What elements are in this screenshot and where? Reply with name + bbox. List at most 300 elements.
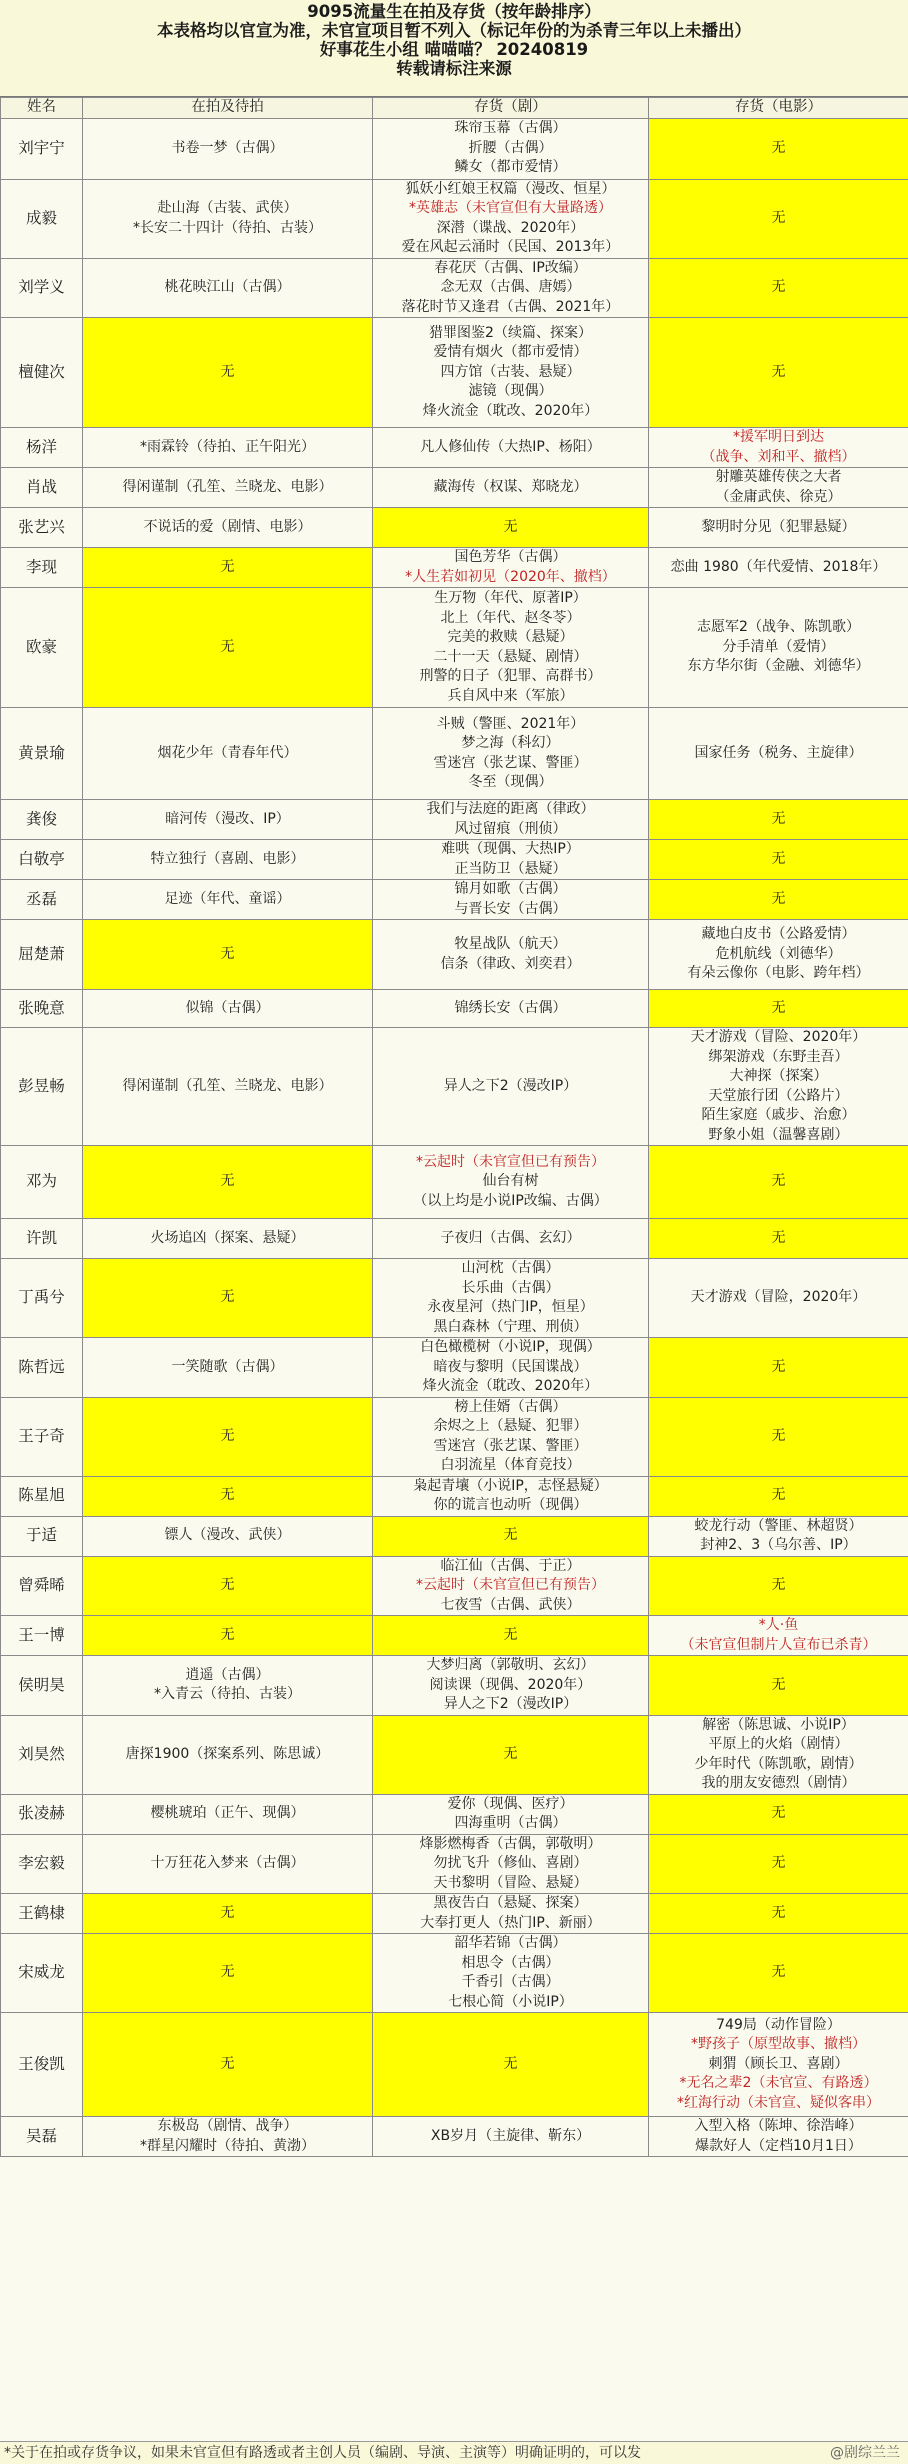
- entry-line: 东极岛（剧情、战争）: [157, 2118, 298, 2134]
- empty-cell: 无: [83, 1556, 373, 1616]
- table-row: [1, 1616, 908, 1656]
- empty-cell: 无: [649, 318, 908, 428]
- actor-name: 张艺兴: [1, 508, 83, 548]
- drama-cell: [373, 468, 649, 508]
- entry-line: 难哄（现偶、大热IP）: [441, 841, 580, 857]
- actor-name: 曾舜晞: [1, 1556, 83, 1616]
- entry-line: 黎明时分见（犯罪悬疑）: [701, 518, 856, 535]
- entry-line: 刺猬（顾长卫、喜剧）: [708, 2055, 849, 2072]
- entry-line: 相思令（古偶）: [461, 1954, 560, 1971]
- empty-cell: 无: [373, 1715, 649, 1794]
- entry-line: *英雄志（未官宣但有大量路透）: [409, 200, 612, 216]
- header: [0, 0, 908, 97]
- drama-cell: [373, 1656, 649, 1716]
- entry-line: 我的朋友安德烈（剧情）: [701, 1775, 856, 1791]
- entry-line: *人生若如初见（2020年、撤档）: [405, 568, 616, 585]
- empty-cell: 无: [649, 880, 908, 920]
- table-row: [1, 1834, 908, 1894]
- entry-line: 子夜归（古偶、玄幻）: [440, 1229, 581, 1246]
- entry-line: *云起时（未官宣但已有预告）: [416, 1577, 605, 1593]
- entry-line: 射雕英雄传侠之大者: [715, 469, 842, 485]
- entry-line: 滤镜（现偶）: [468, 383, 553, 400]
- entry-line: 危机航线（刘德华）: [715, 945, 842, 962]
- drama-cell: [373, 1028, 649, 1146]
- entry-line: 锦绣长安（古偶）: [454, 999, 567, 1016]
- drama-cell: [373, 1894, 649, 1934]
- entry-line: 雪迷宫（张艺谋、警匪）: [433, 1437, 588, 1454]
- actor-name: 彭昱畅: [1, 1028, 83, 1146]
- entry-line: （战争、刘和平、撤档）: [701, 448, 856, 465]
- drama-cell: [373, 1556, 649, 1616]
- drama-cell: [373, 179, 649, 258]
- actor-name: 王子奇: [1, 1397, 83, 1476]
- table-row: [1, 1219, 908, 1259]
- actor-name: 张晚意: [1, 990, 83, 1028]
- drama-cell: [373, 1338, 649, 1398]
- actor-name: 侯明昊: [1, 1656, 83, 1716]
- entry-line: 余烬之上（悬疑、犯罪）: [433, 1418, 588, 1434]
- actor-name: 王鹤棣: [1, 1894, 83, 1934]
- actor-name: 王一博: [1, 1616, 83, 1656]
- entry-line: 四方馆（古装、悬疑）: [440, 363, 581, 380]
- table-row: [1, 428, 908, 468]
- empty-cell: 无: [83, 1146, 373, 1219]
- table-row: [1, 1476, 908, 1516]
- entry-line: 绑架游戏（东野圭吾）: [708, 1048, 849, 1065]
- entry-line: 爱情有烟火（都市爱情）: [433, 344, 588, 361]
- drama-cell: [373, 880, 649, 920]
- entry-line: 国色芳华（古偶）: [454, 549, 567, 565]
- empty-cell: 无: [83, 1894, 373, 1934]
- entry-line: 韶华若锦（古偶）: [454, 1935, 567, 1951]
- movie-cell: [649, 920, 908, 990]
- entry-line: 二十一天（悬疑、剧情）: [433, 648, 588, 665]
- movie-cell: [649, 588, 908, 708]
- empty-cell: 无: [83, 1616, 373, 1656]
- drama-cell: [373, 1476, 649, 1516]
- filming-cell: [83, 118, 373, 179]
- repost-note: 转载请标注来源: [396, 59, 512, 78]
- table-row: [1, 179, 908, 258]
- movie-cell: [649, 428, 908, 468]
- table-row: [1, 118, 908, 179]
- actor-name: 白敬亭: [1, 840, 83, 880]
- entry-line: 七根心简（小说IP）: [448, 1993, 573, 2010]
- table-row: [1, 1338, 908, 1398]
- table-row: [1, 1656, 908, 1716]
- entry-line: 爱在风起云涌时（民国、2013年）: [401, 239, 620, 255]
- entry-line: 逍遥（古偶）: [185, 1666, 270, 1683]
- filming-cell: [83, 880, 373, 920]
- watermark: @剧综兰兰: [824, 2442, 900, 2464]
- entry-line: 天堂旅行团（公路片）: [708, 1087, 849, 1104]
- entry-line: 解密（陈思诚、小说IP）: [702, 1716, 855, 1733]
- entry-line: 蛟龙行动（警匪、林超贤）: [694, 1517, 863, 1534]
- actor-name: 于适: [1, 1516, 83, 1556]
- empty-cell: 无: [83, 1259, 373, 1338]
- table-row: [1, 258, 908, 318]
- entry-line: 落花时节又逢君（古偶、2021年）: [401, 298, 620, 315]
- entry-line: 足迹（年代、童谣）: [164, 890, 291, 907]
- empty-cell: 无: [649, 1476, 908, 1516]
- actor-name: 刘宇宁: [1, 118, 83, 179]
- entry-line: 北上（年代、赵冬苓）: [440, 609, 581, 626]
- entry-line: 枭起青壤（小说IP，志怪悬疑）: [413, 1477, 608, 1494]
- table-row: [1, 1397, 908, 1476]
- entry-line: 火场追凶（探案、悬疑）: [150, 1229, 305, 1246]
- entry-line: 黑白森林（宁理、刑侦）: [433, 1318, 588, 1335]
- drama-cell: [373, 2117, 649, 2157]
- title: 9095流量生在拍及存货（按年龄排序）: [307, 2, 601, 21]
- entry-line: 国家任务（税务、主旋律）: [694, 744, 863, 761]
- actor-name: 黄景瑜: [1, 708, 83, 800]
- empty-cell: 无: [649, 179, 908, 258]
- entry-line: 鳞女（都市爱情）: [454, 159, 567, 176]
- movie-cell: [649, 2117, 908, 2157]
- entry-line: 珠帘玉幕（古偶）: [454, 120, 567, 137]
- footer-text: *关于在拍或存货争议，如果未官宣但有路透或者主创人员（编剧、导演、主演等）明确证明的，可以发: [4, 2445, 641, 2461]
- empty-cell: 无: [649, 840, 908, 880]
- actor-name: 许凯: [1, 1219, 83, 1259]
- entry-line: 山河枕（古偶）: [461, 1260, 560, 1276]
- entry-line: 不说话的爱（剧情、电影）: [143, 518, 312, 535]
- drama-cell: [373, 258, 649, 318]
- entry-line: *人·鱼: [758, 1617, 799, 1633]
- empty-cell: 无: [649, 1894, 908, 1934]
- entry-line: 天才游戏（冒险、2020年）: [690, 1029, 867, 1045]
- entry-line: 平原上的火焰（剧情）: [708, 1736, 849, 1752]
- actor-name: 邓为: [1, 1146, 83, 1219]
- entry-line: 完美的救赎（悬疑）: [447, 629, 574, 645]
- entry-line: 爱你（现偶、医疗）: [447, 1795, 574, 1812]
- entry-line: 四海重明（古偶）: [454, 1815, 567, 1831]
- actor-name: 宋威龙: [1, 1934, 83, 2013]
- table-row: [1, 318, 908, 428]
- entry-line: *群星闪耀时（待拍、黄渤）: [140, 2137, 315, 2154]
- actor-name: 欧豪: [1, 588, 83, 708]
- empty-cell: 无: [373, 508, 649, 548]
- drama-cell: [373, 1834, 649, 1894]
- actor-name: 丞磊: [1, 880, 83, 920]
- empty-cell: 无: [83, 1934, 373, 2013]
- entry-line: 牧星战队（航天）: [454, 936, 567, 952]
- filming-cell: [83, 468, 373, 508]
- entry-line: 千香引（古偶）: [461, 1974, 560, 1990]
- table-row: [1, 1715, 908, 1794]
- filming-cell: [83, 1219, 373, 1259]
- filming-cell: [83, 840, 373, 880]
- entry-line: *入青云（待拍、古装）: [154, 1686, 301, 1703]
- entry-line: *野孩子（原型故事、撤档）: [691, 2036, 866, 2053]
- entry-line: 野象小姐（温馨喜剧）: [708, 1126, 849, 1143]
- filming-cell: [83, 708, 373, 800]
- actor-name: 檀健次: [1, 318, 83, 428]
- empty-cell: 无: [649, 1794, 908, 1834]
- entry-line: 藏地白皮书（公路爱情）: [701, 926, 856, 943]
- entry-line: 恋曲 1980（年代爱情、2018年）: [670, 558, 887, 575]
- table-row: [1, 468, 908, 508]
- table-row: [1, 588, 908, 708]
- drama-cell: [373, 800, 649, 840]
- entry-line: 阅读课（现偶、2020年）: [429, 1676, 592, 1693]
- entry-line: 封神2、3（乌尔善、IP）: [700, 1537, 857, 1553]
- entry-line: *红海行动（未官宣、疑似客串）: [677, 2094, 880, 2111]
- filming-cell: [83, 1834, 373, 1894]
- empty-cell: 无: [373, 1616, 649, 1656]
- table-row: [1, 880, 908, 920]
- filming-cell: [83, 428, 373, 468]
- empty-cell: 无: [83, 588, 373, 708]
- group-line: 好事花生小组 喵喵喵？ 20240819: [319, 40, 589, 59]
- actor-name: 张凌赫: [1, 1794, 83, 1834]
- entry-line: 榜上佳婿（古偶）: [454, 1398, 567, 1415]
- entry-line: 一笑随歌（古偶）: [171, 1358, 284, 1375]
- actor-name: 李宏毅: [1, 1834, 83, 1894]
- column-header: 存货（电影）: [649, 98, 908, 119]
- drama-cell: [373, 1219, 649, 1259]
- empty-cell: 无: [649, 1146, 908, 1219]
- entry-line: *云起时（未官宣但已有预告）: [416, 1153, 605, 1170]
- movie-cell: [649, 468, 908, 508]
- entry-line: 兵自风中来（军旅）: [447, 687, 574, 704]
- filming-cell: [83, 1715, 373, 1794]
- table-row: [1, 2013, 908, 2117]
- actor-name: 王俊凯: [1, 2013, 83, 2117]
- entry-line: 正当防卫（悬疑）: [454, 860, 567, 877]
- drama-cell: [373, 428, 649, 468]
- drama-cell: [373, 1397, 649, 1476]
- empty-cell: 无: [649, 1934, 908, 2013]
- entry-line: 749局（动作冒险）: [716, 2016, 841, 2033]
- filming-cell: [83, 1028, 373, 1146]
- movie-cell: [649, 1516, 908, 1556]
- entry-line: 暗夜与黎明（民国谍战）: [433, 1358, 588, 1375]
- column-header: 在拍及待拍: [83, 98, 373, 119]
- entry-line: 刑警的日子（犯罪、高群书）: [419, 668, 602, 684]
- entry-line: 春花厌（古偶、IP改编）: [434, 259, 587, 276]
- entry-line: 猎罪图鉴2（续篇、探案）: [429, 324, 592, 341]
- empty-cell: 无: [649, 800, 908, 840]
- drama-cell: [373, 548, 649, 588]
- empty-cell: 无: [649, 1397, 908, 1476]
- entry-line: 凡人修仙传（大热IP、杨阳）: [420, 438, 601, 455]
- entry-line: 异人之下2（漫改IP）: [443, 1077, 578, 1094]
- movie-cell: [649, 548, 908, 588]
- actor-name: 丁禹兮: [1, 1259, 83, 1338]
- entry-line: （金庸武侠、徐克）: [715, 488, 842, 505]
- table-row: [1, 1028, 908, 1146]
- empty-cell: 无: [83, 548, 373, 588]
- drama-cell: [373, 840, 649, 880]
- entry-line: 唐探1900（探案系列、陈思诚）: [125, 1745, 330, 1762]
- empty-cell: 无: [649, 1338, 908, 1398]
- actor-name: 吴磊: [1, 2117, 83, 2157]
- table-row: [1, 1556, 908, 1616]
- empty-cell: 无: [649, 1834, 908, 1894]
- entry-line: 风过留痕（刑侦）: [454, 820, 567, 837]
- entry-line: 入型入格（陈坤、徐浩峰）: [694, 2118, 863, 2134]
- entry-line: 我们与法庭的距离（律政）: [426, 801, 595, 817]
- table-row: [1, 1894, 908, 1934]
- entry-line: 雪迷宫（张艺谋、警匪）: [433, 754, 588, 771]
- table-row: [1, 2117, 908, 2157]
- entry-line: 樱桃琥珀（正午、现偶）: [150, 1805, 305, 1822]
- table-row: [1, 1934, 908, 2013]
- entry-line: 十万狂花入梦来（古偶）: [150, 1855, 305, 1871]
- entry-line: （未官宣但制片人宣布已杀青）: [680, 1636, 877, 1653]
- entry-line: 大梦归离（郭敬明、玄幻）: [426, 1657, 595, 1673]
- empty-cell: 无: [649, 1556, 908, 1616]
- entry-line: 有朵云像你（电影、跨年档）: [687, 965, 870, 982]
- table-row: [1, 1794, 908, 1834]
- actor-name: 肖战: [1, 468, 83, 508]
- entry-line: 烟花少年（青春年代）: [157, 744, 298, 761]
- entry-line: 长乐曲（古偶）: [461, 1279, 560, 1296]
- entry-line: 烽火流金（耽改、2020年）: [422, 402, 599, 419]
- drama-cell: [373, 1259, 649, 1338]
- entry-line: 生万物（年代、原著IP）: [434, 590, 587, 606]
- entry-line: 陌生家庭（戚步、治愈）: [701, 1107, 856, 1123]
- entry-line: 折腰（古偶）: [468, 139, 553, 156]
- entry-line: 黑夜告白（悬疑、探案）: [433, 1895, 588, 1911]
- entry-line: 天书黎明（冒险、悬疑）: [433, 1874, 588, 1891]
- drama-cell: [373, 118, 649, 179]
- filming-cell: [83, 258, 373, 318]
- entry-line: 白色橄榄树（小说IP，现偶）: [420, 1339, 601, 1355]
- entry-line: *雨霖铃（待拍、正午阳光）: [140, 438, 315, 455]
- entry-line: 永夜星河（热门IP，恒星）: [427, 1299, 594, 1315]
- entry-line: 桃花映江山（古偶）: [164, 279, 291, 295]
- entry-line: 东方华尔街（金融、刘德华）: [687, 658, 870, 675]
- table-row: [1, 800, 908, 840]
- drama-cell: [373, 318, 649, 428]
- actor-name: 屈楚萧: [1, 920, 83, 990]
- entry-line: 勿扰飞升（修仙、喜剧）: [433, 1855, 588, 1871]
- entry-line: 临江仙（古偶、于正）: [440, 1557, 581, 1574]
- entry-line: XB岁月（主旋律、靳东）: [430, 2127, 591, 2144]
- entry-line: 你的谎言也动听（现偶）: [433, 1497, 588, 1513]
- entry-line: 烽影燃梅香（古偶，郭敬明）: [419, 1835, 602, 1852]
- table-row: [1, 840, 908, 880]
- entry-line: 似锦（古偶）: [185, 999, 270, 1016]
- entry-line: 烽火流金（耽改、2020年）: [422, 1378, 599, 1394]
- table-row: [1, 1146, 908, 1219]
- table-row: [1, 920, 908, 990]
- drama-cell: [373, 708, 649, 800]
- actor-name: 陈星旭: [1, 1476, 83, 1516]
- entry-line: 锦月如歌（古偶）: [454, 881, 567, 897]
- table-row: [1, 990, 908, 1028]
- entry-line: 深潜（谍战、2020年）: [436, 219, 585, 236]
- filming-cell: [83, 1338, 373, 1398]
- entry-line: *无名之辈2（未官宣、有路透）: [679, 2075, 878, 2092]
- empty-cell: 无: [649, 258, 908, 318]
- entry-line: 七夜雪（古偶、武侠）: [440, 1596, 581, 1613]
- filming-cell: [83, 1516, 373, 1556]
- actor-name: 陈哲远: [1, 1338, 83, 1398]
- movie-cell: [649, 1715, 908, 1794]
- empty-cell: 无: [373, 2013, 649, 2117]
- table-row: [1, 508, 908, 548]
- entry-line: 念无双（古偶、唐嫣）: [440, 279, 581, 295]
- drama-cell: [373, 1146, 649, 1219]
- entry-line: 暗河传（漫改、IP）: [165, 810, 290, 827]
- empty-cell: 无: [649, 1219, 908, 1259]
- entry-line: 大神探（探案）: [729, 1068, 828, 1084]
- movie-cell: [649, 1616, 908, 1656]
- empty-cell: 无: [83, 1476, 373, 1516]
- entry-line: 梦之海（科幻）: [461, 735, 560, 751]
- entry-line: 狐妖小红娘王权篇（漫改、恒星）: [405, 180, 616, 197]
- entry-line: 白羽流星（体育竞技）: [440, 1457, 581, 1473]
- entry-line: *长安二十四计（待拍、古装）: [133, 219, 322, 236]
- empty-cell: 无: [373, 1516, 649, 1556]
- footer-note: [0, 2441, 908, 2464]
- movie-cell: [649, 2013, 908, 2117]
- empty-cell: 无: [83, 1397, 373, 1476]
- actor-name: 李现: [1, 548, 83, 588]
- entry-line: 少年时代（陈凯歌，剧情）: [694, 1755, 863, 1772]
- entry-line: 信条（律政、刘奕君）: [440, 955, 581, 972]
- table-row: [1, 548, 908, 588]
- filming-cell: [83, 508, 373, 548]
- entry-line: 镖人（漫改、武侠）: [164, 1527, 291, 1544]
- actor-name: 杨洋: [1, 428, 83, 468]
- entry-line: 分手清单（爱情）: [722, 638, 835, 655]
- column-header: 姓名: [1, 98, 83, 119]
- entry-line: 仙台有树: [482, 1173, 539, 1190]
- movie-cell: [649, 1259, 908, 1338]
- entry-line: 得闲谨制（孔笙、兰晓龙、电影）: [122, 478, 333, 495]
- entry-line: 特立独行（喜剧、电影）: [150, 850, 305, 867]
- entry-line: 赴山海（古装、武侠）: [157, 200, 298, 216]
- filming-cell: [83, 1656, 373, 1716]
- entry-line: 斗贼（警匪、2021年）: [436, 715, 585, 732]
- empty-cell: 无: [649, 1656, 908, 1716]
- data-table: [0, 97, 908, 2157]
- entry-line: （以上均是小说IP改编、古偶）: [413, 1192, 608, 1209]
- entry-line: 大奉打更人（热门IP、新丽）: [420, 1914, 601, 1931]
- drama-cell: [373, 1794, 649, 1834]
- entry-line: 与晋长安（古偶）: [454, 900, 567, 917]
- table-header-row: [1, 98, 908, 119]
- entry-line: 冬至（现偶）: [468, 774, 553, 790]
- movie-cell: [649, 708, 908, 800]
- filming-cell: [83, 2117, 373, 2157]
- filming-cell: [83, 1794, 373, 1834]
- entry-line: *援军明日到达: [733, 429, 824, 445]
- empty-cell: 无: [83, 2013, 373, 2117]
- filming-cell: [83, 990, 373, 1028]
- empty-cell: 无: [83, 318, 373, 428]
- entry-line: 书卷一梦（古偶）: [171, 139, 284, 156]
- column-header: 存货（剧）: [373, 98, 649, 119]
- subtitle: 本表格均以官宣为准，未官宣项目暂不列入（标记年份的为杀青三年以上未播出）: [157, 21, 751, 40]
- actor-name: 刘昊然: [1, 1715, 83, 1794]
- actor-name: 龚俊: [1, 800, 83, 840]
- filming-cell: [83, 800, 373, 840]
- drama-cell: [373, 588, 649, 708]
- drama-cell: [373, 920, 649, 990]
- table-row: [1, 1259, 908, 1338]
- empty-cell: 无: [649, 118, 908, 179]
- drama-cell: [373, 1934, 649, 2013]
- table-row: [1, 708, 908, 800]
- drama-cell: [373, 990, 649, 1028]
- movie-cell: [649, 508, 908, 548]
- actor-name: 刘学义: [1, 258, 83, 318]
- movie-cell: [649, 1028, 908, 1146]
